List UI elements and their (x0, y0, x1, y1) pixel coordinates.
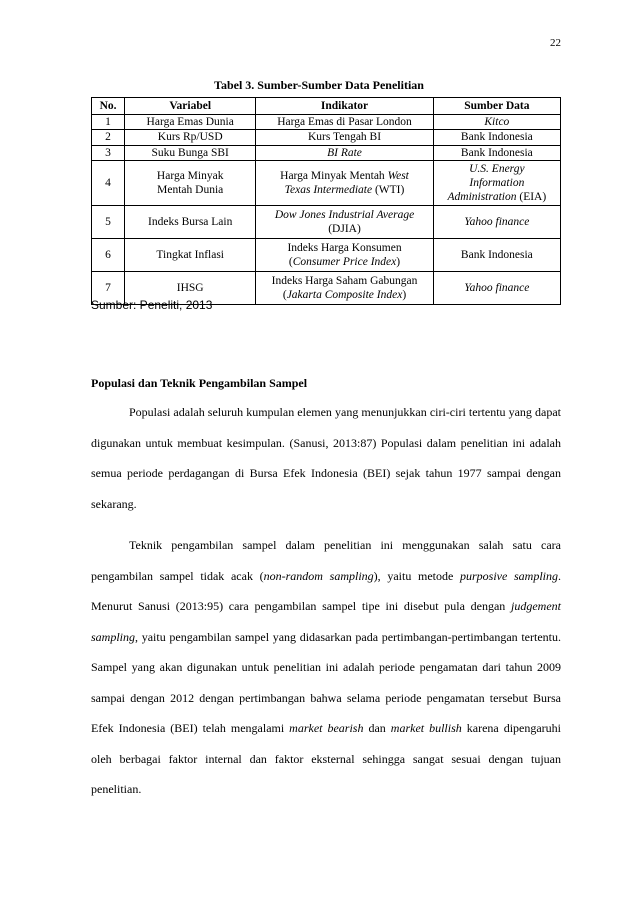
section-heading: Populasi dan Teknik Pengambilan Sampel (91, 376, 308, 390)
header-indikator: Indikator (256, 98, 433, 115)
cell-no: 5 (92, 206, 125, 239)
cell-text: (WTI) (372, 184, 405, 197)
page-number: 22 (550, 37, 561, 49)
cell-text: (EIA) (516, 191, 547, 204)
cell-variabel: IHSG (125, 272, 256, 305)
cell-line: Harga Minyak (156, 169, 224, 182)
cell-no: 2 (92, 130, 125, 145)
cell-line: Information (469, 176, 525, 189)
table-title: Tabel 3. Sumber-Sumber Data Penelitian (214, 78, 424, 92)
paragraph-text: , yaitu pengambilan sampel yang didasarkan pada pertimbangan-pertimbangan tertentu. Sampel yang akan digunakan untuk penelitian ini adalah periode pengamatan dari tahun 2009 sampai dengan 2012 dengan pertimbangan bahwa selama periode pengamatan tersebut Bursa Efek Indonesia (BEI) telah mengalami (91, 629, 561, 735)
cell-sumber: Bank Indonesia (433, 239, 560, 272)
header-no: No. (92, 98, 125, 115)
header-sumber-data: Sumber Data (433, 98, 560, 115)
header-variabel: Variabel (125, 98, 256, 115)
cell-text-italic: Administration (447, 191, 517, 204)
paragraph-text: Populasi adalah seluruh kumpulan elemen yang menunjukkan ciri-ciri tertentu yang dapat digunakan untuk membuat kesimpulan. (Sanusi, 2013:87) Populasi dalam penelitian ini adalah semua periode perdagangan di Bursa Efek Indonesia (BEI) sejak tahun 1977 sampai dengan sekarang. (91, 405, 561, 511)
paragraph-text-italic: non-random sampling (263, 568, 374, 583)
cell-sumber: Bank Indonesia (433, 145, 560, 160)
paragraph-text-italic: market bullish (390, 721, 462, 735)
cell-variabel: Suku Bunga SBI (125, 145, 256, 160)
cell-text-italic: West (387, 169, 409, 182)
paragraph-text: ), yaitu metode (373, 568, 460, 583)
cell-indikator (256, 239, 433, 272)
cell-sumber: Yahoo finance (433, 206, 560, 239)
cell-no: 7 (92, 272, 125, 305)
paragraph-text: . Menurut Sanusi (2013:95) cara pengambilan sampel tipe ini disebut pula dengan (91, 568, 561, 613)
cell-text: ( (282, 289, 287, 302)
paragraph-text: karena dipengaruhi oleh berbagai faktor internal dan faktor eksternal sehingga sangat sesuai dengan tujuan penelitian. (91, 721, 562, 796)
cell-indikator: Kurs Tengah BI (256, 130, 433, 145)
cell-text: Harga Minyak Mentah (280, 169, 388, 182)
cell-indikator: BI Rate (256, 145, 433, 160)
cell-indikator (256, 206, 433, 239)
cell-text-italic: Jakarta Composite Index (286, 289, 403, 302)
paragraph-text: Teknik pengambilan sampel dalam penelitian ini menggunakan salah satu cara pengambilan sampel tidak acak ( (91, 538, 561, 583)
cell-variabel: Kurs Rp/USD (125, 130, 256, 145)
cell-indikator (256, 272, 433, 305)
table-row (92, 161, 561, 206)
table-source-note: Sumber: Peneliti, 2013 (91, 298, 213, 312)
cell-no: 6 (92, 239, 125, 272)
cell-indikator: Harga Emas di Pasar London (256, 115, 433, 130)
cell-sumber: Yahoo finance (433, 272, 560, 305)
paragraph-teknik-sampel (91, 530, 561, 805)
data-sources-table (91, 97, 561, 305)
cell-line: Indeks Harga Konsumen (287, 241, 402, 254)
cell-indikator (256, 161, 433, 206)
table-row (92, 130, 561, 145)
paragraph-text-italic: judgement sampling (91, 599, 561, 644)
cell-text: ( (288, 256, 293, 269)
cell-text-italic: Consumer Price Index (292, 256, 397, 269)
cell-line: Indeks Harga Saham Gabungan (271, 274, 418, 287)
paragraph-populasi (91, 397, 561, 519)
paragraph-text-italic: purposive sampling (459, 568, 558, 583)
cell-text: ) (402, 289, 407, 302)
cell-variabel: Harga Emas Dunia (125, 115, 256, 130)
cell-text-italic: Texas Intermediate (284, 184, 373, 197)
table-row (92, 239, 561, 272)
paragraph-text-italic: market bearish (289, 721, 364, 735)
cell-sumber (433, 161, 560, 206)
table-row (92, 206, 561, 239)
cell-variabel: Tingkat Inflasi (125, 239, 256, 272)
cell-variabel: Indeks Bursa Lain (125, 206, 256, 239)
cell-no: 3 (92, 145, 125, 160)
table-row (92, 115, 561, 130)
paragraph-text: dan (363, 721, 391, 735)
table-header-row (92, 98, 561, 115)
cell-no: 1 (92, 115, 125, 130)
cell-line: U.S. Energy (469, 162, 525, 175)
cell-sumber: Kitco (433, 115, 560, 130)
cell-line: Dow Jones Industrial Average (274, 208, 415, 221)
cell-text: ) (396, 256, 401, 269)
cell-variabel (125, 161, 256, 206)
cell-sumber: Bank Indonesia (433, 130, 560, 145)
cell-line: Mentah Dunia (157, 184, 224, 197)
cell-line: (DJIA) (328, 223, 361, 236)
cell-no: 4 (92, 161, 125, 206)
table-row (92, 145, 561, 160)
